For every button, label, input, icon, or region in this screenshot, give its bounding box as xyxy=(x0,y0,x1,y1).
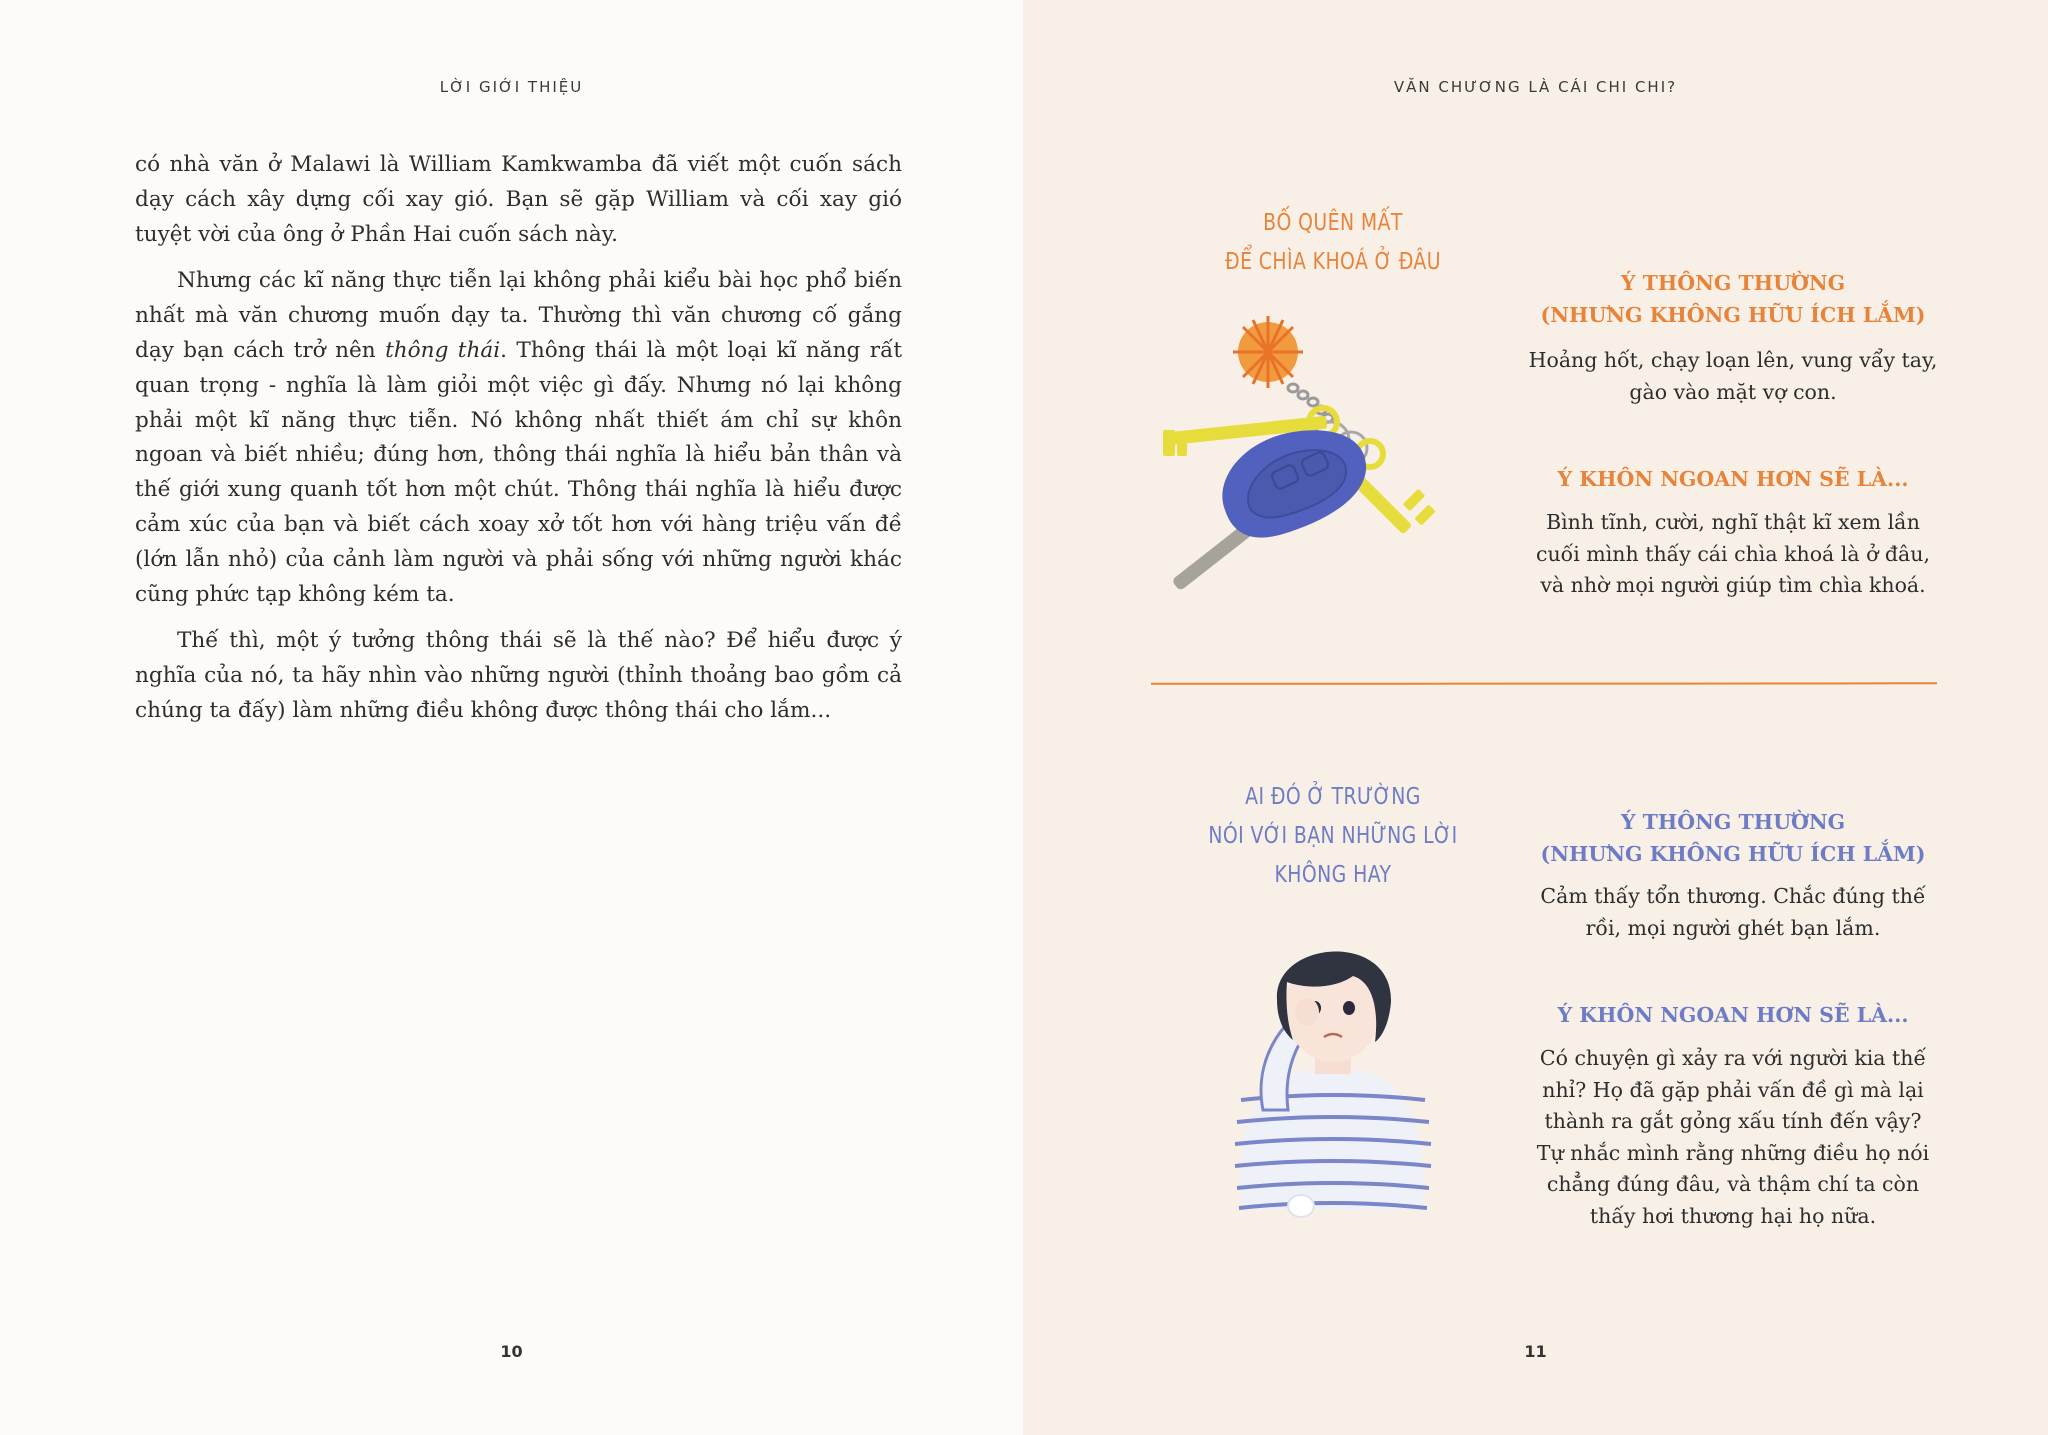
scenario2-common-heading-line-2: (NHƯNG KHÔNG HỮU ÍCH LẮM) xyxy=(1540,842,1926,866)
scenario2-common-heading xyxy=(1510,806,1956,870)
scenario2-wise-heading: Ý KHÔN NGOAN HƠN SẼ LÀ... xyxy=(1557,1003,1909,1027)
scenario2-common-body-line-1: Cảm thấy tổn thương. Chắc đúng thế xyxy=(1540,884,1926,908)
running-head-left: LỜI GIỚI THIỆU xyxy=(439,78,584,96)
scenario1-wise-body-line-1: Bình tĩnh, cười, nghĩ thật kĩ xem lần xyxy=(1546,510,1920,534)
scenario2-wise-body-line-4: Tự nhắc mình rằng những điều họ nói xyxy=(1536,1140,1930,1165)
scenario1-common-body-line-1: Hoảng hốt, chạy loạn lên, vung vẩy tay, xyxy=(1528,348,1938,372)
scenario2-title-line-1: AI ĐÓ Ở TRƯỜNG xyxy=(1245,784,1421,810)
scenario1-common-heading-line-2: (NHƯNG KHÔNG HỮU ÍCH LẮM) xyxy=(1540,303,1926,327)
sad-child-illustration xyxy=(1203,910,1463,1230)
scenario1-common-heading xyxy=(1510,267,1956,331)
scenario1-title xyxy=(1210,204,1456,282)
tissue-icon xyxy=(1288,1195,1314,1217)
scenario2-wise-body-line-2: nhỉ? Họ đã gặp phải vấn đề gì mà lại xyxy=(1542,1077,1924,1102)
scenario2-wise-body-line-5: chẳng đúng đâu, và thậm chí ta còn xyxy=(1546,1172,1920,1196)
scenario2-common-heading-line-1: Ý THÔNG THƯỜNG xyxy=(1620,810,1846,834)
body-text xyxy=(135,148,902,741)
section-divider xyxy=(1151,682,1937,685)
scenario1-wise-body-line-3: và nhờ mọi người giúp tìm chìa khoá. xyxy=(1540,573,1926,597)
paragraph-1: có nhà văn ở Malawi là William Kamkwamba đã viết một cuốn sách dạy cách xây dựng cối xay gió. Bạn sẽ gặp William và cối xay gió tuyệt vời của ông ở Phần Hai cuốn sách này. xyxy=(135,152,902,247)
scenario2-title-line-3: KHÔNG HAY xyxy=(1274,862,1392,888)
scenario2-wise-body-line-6: thấy hơi thương hại họ nữa. xyxy=(1589,1203,1877,1228)
scenario1-wise-body-line-2: cuối mình thấy cái chìa khoá là ở đâu, xyxy=(1536,541,1930,566)
scenario2-wise-body xyxy=(1510,1043,1956,1232)
left-page xyxy=(0,0,1023,1435)
scenario1-wise-heading: Ý KHÔN NGOAN HƠN SẼ LÀ... xyxy=(1557,467,1909,491)
car-keys-illustration xyxy=(1153,310,1493,620)
car-key-fob-icon xyxy=(1222,430,1366,537)
paragraph-2-italic: thông thái xyxy=(385,337,501,363)
scenario1-title-line-1: BỐ QUÊN MẤT xyxy=(1263,210,1403,236)
scenario1-common-body-line-2: gào vào mặt vợ con. xyxy=(1629,379,1837,404)
scenario2-wise-body-line-3: thành ra gắt gỏng xấu tính đến vậy? xyxy=(1544,1109,1922,1133)
right-page xyxy=(1023,0,2048,1435)
paragraph-2-part-1: Nhưng các kĩ năng thực tiễn lại không phải kiểu bài học phổ biến nhất mà văn chương muốn dạy ta. Thường thì văn chương cố gắng dạy bạn cách trở nên xyxy=(135,268,902,363)
scenario2-title-line-2: NÓI VỚI BẠN NHỮNG LỜI xyxy=(1208,823,1458,849)
hand-icon xyxy=(1295,998,1319,1026)
scenario1-title-line-2: ĐỂ CHÌA KHOÁ Ở ĐÂU xyxy=(1225,249,1441,275)
scenario1-wise-body xyxy=(1510,507,1956,602)
pompom-icon xyxy=(1233,316,1303,388)
scenario1-common-heading-line-1: Ý THÔNG THƯỜNG xyxy=(1620,271,1846,295)
scenario2-wise-body-line-1: Có chuyện gì xảy ra với người kia thế xyxy=(1539,1046,1927,1070)
page-number-right: 11 xyxy=(1524,1342,1547,1361)
scenario1-common-body xyxy=(1510,345,1956,408)
page-number-left: 10 xyxy=(500,1342,523,1361)
scenario2-common-body xyxy=(1510,881,1956,944)
paragraph-2 xyxy=(135,264,902,612)
running-head-right: VĂN CHƯƠNG LÀ CÁI CHI CHI? xyxy=(1393,78,1678,96)
scenario2-title xyxy=(1194,778,1473,895)
paragraph-3: Thế thì, một ý tưởng thông thái sẽ là thế nào? Để hiểu được ý nghĩa của nó, ta hãy nhìn vào những người (thỉnh thoảng bao gồm cả chúng ta đấy) làm những điều không được thông thái cho lắm... xyxy=(135,628,902,723)
paragraph-2-part-2: . Thông thái là một loại kĩ năng rất quan trọng - nghĩa là làm giỏi một việc gì đấy. Nhưng nó lại không phải một kĩ năng thực tiễn. Nó không nhất thiết ám chỉ sự khôn ngoan và biết nhiều; đúng hơn, thông thái nghĩa là hiểu bản thân và thế giới xung quanh tốt hơn một chút. Thông thái nghĩa là hiểu được cảm xúc của bạn và biết cách xoay xở tốt hơn với hàng triệu vấn đề (lớn lẫn nhỏ) của cảnh làm người và phải sống với những người khác cũng phức tạp không kém ta. xyxy=(135,337,903,607)
scenario2-common-body-line-2: rồi, mọi người ghét bạn lắm. xyxy=(1585,915,1881,940)
